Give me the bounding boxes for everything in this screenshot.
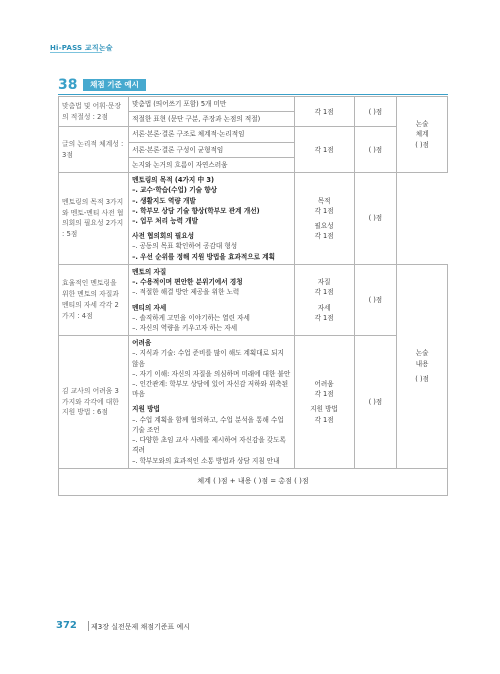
score-value: 각 1점 bbox=[314, 415, 334, 424]
brand-label: Hi-PASS bbox=[50, 44, 83, 52]
score-label: 필요성 bbox=[314, 221, 334, 230]
header-rule bbox=[50, 52, 102, 53]
criterion-cell: 논지와 논거의 흐름이 자연스러움 bbox=[129, 157, 295, 172]
criterion-cell bbox=[129, 173, 295, 265]
content-label-a: 논술 bbox=[415, 349, 429, 358]
category-cell: 효율적인 멘토링을 위한 멘토의 자질과 멘티의 자세 각각 2가지 : 4점 bbox=[59, 264, 129, 335]
criterion-item: –. 다양한 초임 교사 사례를 제시하여 자신감을 갖도록 격려 bbox=[132, 436, 286, 455]
criterion-item: –. 지식과 기술: 수업 준비를 많이 해도 계획대로 되지 않음 bbox=[132, 349, 284, 368]
criterion-heading: 멘티의 자세 bbox=[132, 303, 167, 312]
table-row bbox=[59, 97, 448, 112]
criterion-item: –. 교수·학습(수업) 기술 향상 bbox=[132, 186, 217, 195]
section-number: 38 bbox=[58, 77, 78, 93]
score-value: 각 1점 bbox=[314, 232, 334, 241]
table-row bbox=[59, 336, 448, 469]
criterion-cell bbox=[129, 336, 295, 469]
footer-divider bbox=[88, 621, 89, 631]
blank-score-cell: ( )점 bbox=[354, 127, 397, 173]
table-row bbox=[59, 173, 448, 265]
category-cell: 멘토링의 목적 3가지와 멘토-멘티 사전 협의회의 필요성 2가지 : 5점 bbox=[59, 173, 129, 265]
criterion-heading: 어려움 bbox=[132, 339, 152, 348]
table-row bbox=[59, 468, 448, 495]
score-label: 목적 bbox=[317, 196, 331, 205]
criterion-item: –. 자신의 역량을 키우고자 하는 자세 bbox=[132, 323, 238, 332]
system-score-cell bbox=[397, 97, 448, 173]
criterion-item: –. 공동의 목표 확인하여 공감대 형성 bbox=[132, 242, 238, 251]
criterion-item: –. 솔직하게 고민을 이야기하는 열린 자세 bbox=[132, 313, 250, 322]
criterion-heading: 사전 협의회의 필요성 bbox=[132, 232, 194, 241]
section-title: 채점 기준 예시 bbox=[83, 79, 146, 91]
system-blank: ( )점 bbox=[415, 140, 429, 149]
criterion-item: –. 업무 처리 능력 개발 bbox=[132, 216, 199, 225]
criterion-cell bbox=[129, 264, 295, 335]
criterion-item: –. 수용적이며 편안한 분위기에서 경청 bbox=[132, 278, 243, 287]
blank-score-cell: ( )점 bbox=[354, 264, 397, 335]
score-label: 어려움 bbox=[314, 380, 334, 389]
score-cell: 각 1점 bbox=[294, 97, 354, 127]
score-cell bbox=[294, 173, 354, 265]
criterion-heading: 멘토링의 목적 (4가지 中 3) bbox=[132, 176, 215, 185]
content-blank: ( )점 bbox=[415, 374, 429, 383]
criterion-heading: 멘토의 자질 bbox=[132, 267, 167, 276]
criterion-item: –. 우선 순위를 정해 지원 방법을 효과적으로 계획 bbox=[132, 252, 275, 261]
criterion-item: –. 수업 계획을 함께 협의하고, 수업 분석을 통해 수업 기술 조언 bbox=[132, 415, 284, 434]
blank-score-cell: ( )점 bbox=[354, 173, 397, 265]
score-value: 각 1점 bbox=[314, 313, 334, 322]
criterion-cell: 서론·본론·결론 구성이 균형적임 bbox=[129, 142, 295, 157]
criterion-item: –. 자기 이해: 자신의 자질을 의심하며 미래에 대한 불안 bbox=[132, 369, 291, 378]
total-score-line: 체계 ( )점 + 내용 ( )점 = 총점 ( )점 bbox=[59, 468, 448, 495]
criterion-heading: 지원 방법 bbox=[132, 405, 160, 414]
blank-score-cell: ( )점 bbox=[354, 97, 397, 127]
criterion-cell: 서론·본론·결론 구조로 체계적·논리적임 bbox=[129, 127, 295, 142]
criterion-item: –. 인간관계: 학부모 상담에 있어 자신감 저하와 위축된 마음 bbox=[132, 380, 289, 399]
score-cell bbox=[294, 336, 354, 469]
score-cell: 각 1점 bbox=[294, 127, 354, 173]
criterion-item: –. 학부모와의 효과적인 소통 방법과 상담 지침 안내 bbox=[132, 456, 280, 465]
score-label: 자질 bbox=[317, 278, 331, 287]
content-label-b: 내용 bbox=[415, 359, 429, 368]
table-row bbox=[59, 264, 448, 335]
criterion-cell: 적절한 표현 (문단 구분, 주장과 논점의 적절) bbox=[129, 112, 295, 127]
score-label: 자세 bbox=[317, 303, 331, 312]
category-cell: 글의 논리적 체계성 : 3점 bbox=[59, 127, 129, 173]
criterion-cell: 맞춤법 (띄어쓰기 포함) 5개 미만 bbox=[129, 97, 295, 112]
system-label-b: 체계 bbox=[415, 130, 429, 139]
criterion-item: –. 학부모 상담 기술 향상(학부모 관계 개선) bbox=[132, 206, 260, 215]
content-score-cell bbox=[397, 264, 448, 468]
score-label: 지원 방법 bbox=[310, 405, 338, 414]
system-label-a: 논술 bbox=[415, 120, 429, 129]
score-value: 각 1점 bbox=[314, 206, 334, 215]
rubric-table bbox=[58, 96, 448, 496]
score-cell bbox=[294, 264, 354, 335]
score-value: 각 1점 bbox=[314, 288, 334, 297]
blank-score-cell: ( )점 bbox=[354, 336, 397, 469]
table-top-rule bbox=[58, 94, 448, 95]
category-cell: 맞춤법 및 어휘·문장의 적절성 : 2점 bbox=[59, 97, 129, 127]
criterion-item: –. 적절한 해결 방안 제공을 위한 노력 bbox=[132, 288, 240, 297]
page-number: 372 bbox=[56, 620, 77, 631]
criterion-item: –. 생활지도 역량 개발 bbox=[132, 196, 196, 205]
table-row bbox=[59, 127, 448, 142]
footer-chapter-title: 제3장 실전문제 채점기준표 예시 bbox=[91, 623, 191, 631]
category-cell: 김 교사의 어려움 3가지와 각각에 대한 지원 방법 : 6점 bbox=[59, 336, 129, 469]
subject-label: 교직논술 bbox=[84, 44, 113, 52]
score-value: 각 1점 bbox=[314, 390, 334, 399]
